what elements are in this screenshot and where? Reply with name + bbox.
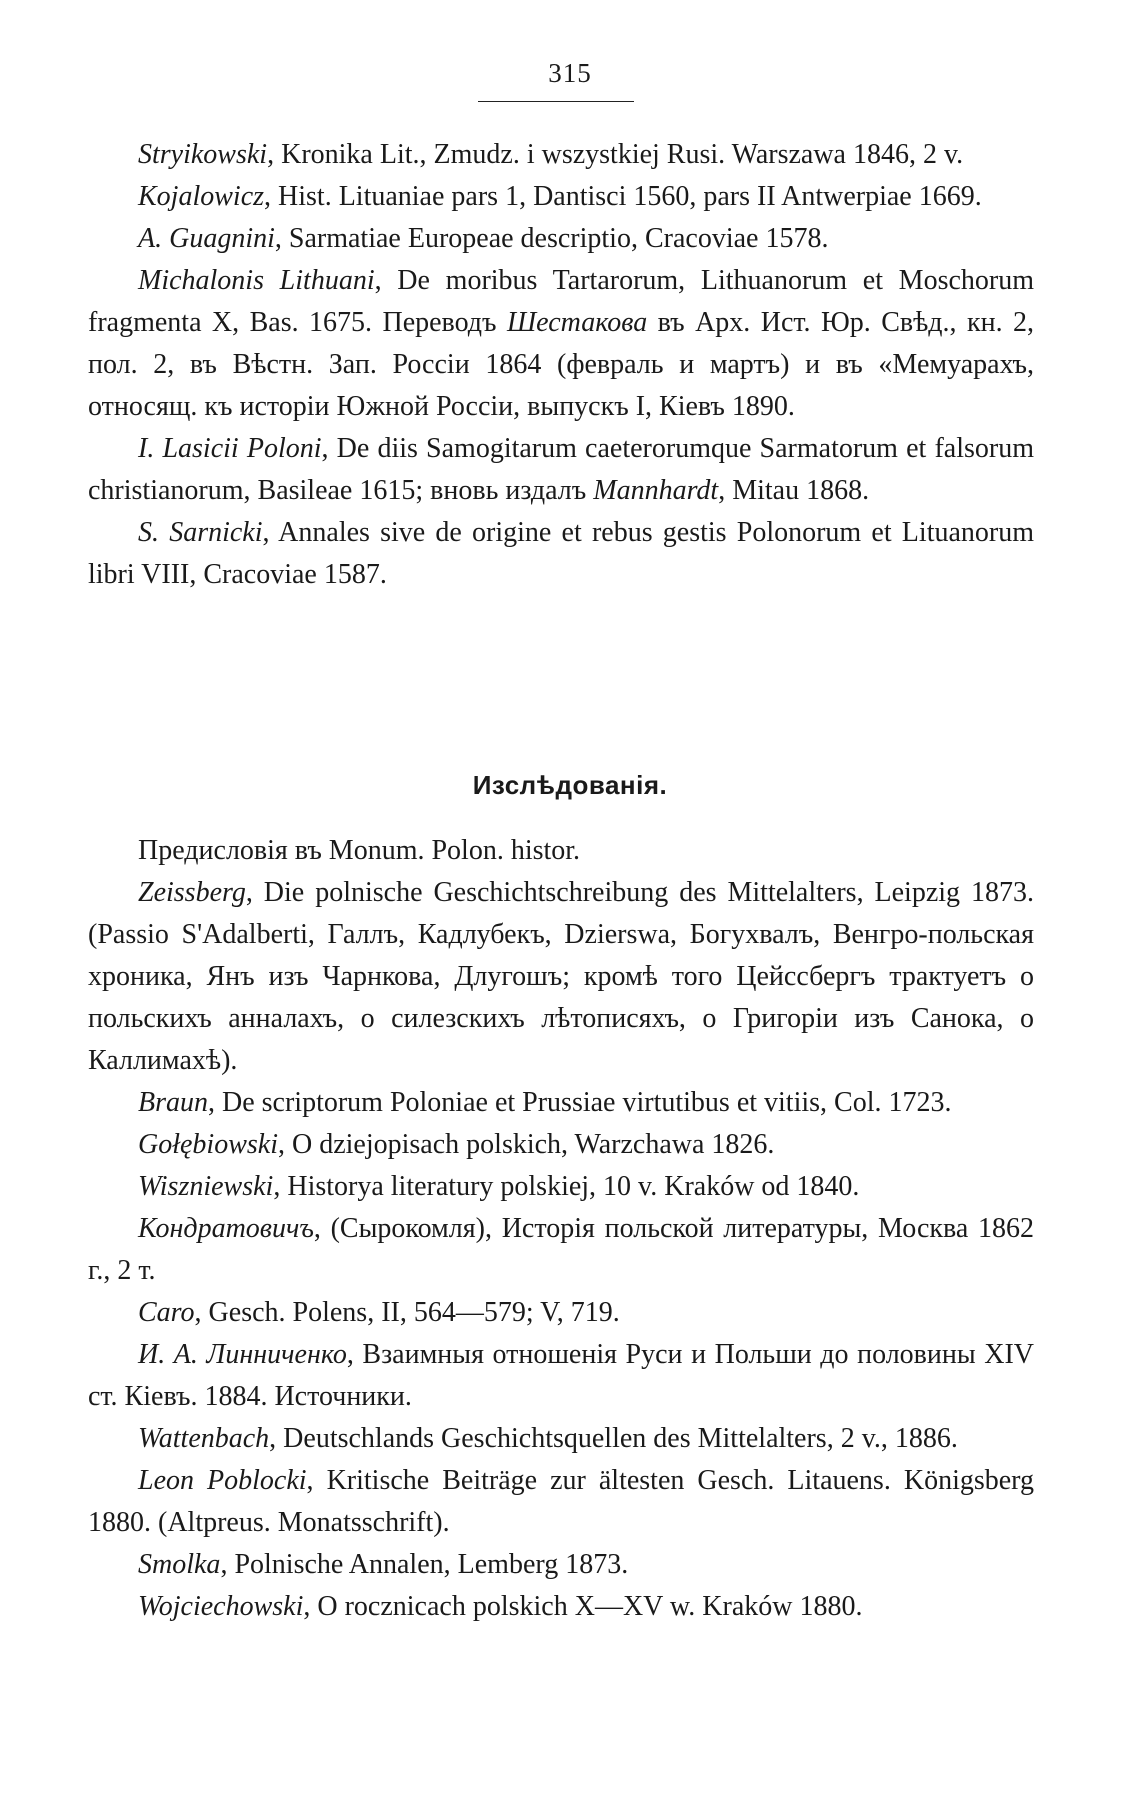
list-item: Zeissberg, Die polnische Geschichtschreibung des Mittelalters, Leipzig 1873. (Passio S'Adalberti, Галлъ, Кадлубекъ, Dzierswa, Богухвалъ, Венгро-польская хроника, Янъ изъ Чарнкова, Длугошъ; кромѣ того Цейссбергъ трактуетъ о польскихъ анналахъ, о силезскихъ лѣтописяхъ, о Григоріи изъ Санока, о Каллимахѣ). xyxy=(88,877,1034,1076)
list-item: Braun, De scriptorum Poloniae et Prussiae virtutibus et vitiis, Col. 1723. xyxy=(138,1087,952,1118)
list-item: Michalonis Lithuani, De moribus Tartarorum, Lithuanorum et Moschorum fragmenta X, Bas. 1675. Переводъ Шестакова въ Арх. Ист. Юр. Свѣд., кн. 2, пол. 2, въ Вѣстн. Зап. Россіи 1864 (февраль и мартъ) и въ «Мемуарахъ, относящ. къ исторіи Южной Россіи, выпускъ I, Кіевъ 1890. xyxy=(88,265,1035,422)
list-item: S. Sarnicki, Annales sive de origine et rebus gestis Polonorum et Lituanorum libri VIII, Cracoviae 1587. xyxy=(88,517,1035,590)
page-number: 315 xyxy=(548,58,592,88)
studies-list xyxy=(88,830,1034,1628)
list-item: И. А. Линниченко, Взаимныя отношенія Руси и Польши до половины XIV ст. Кіевъ. 1884. Источники. xyxy=(88,1339,1034,1412)
list-item: Stryikowski, Kronika Lit., Zmudz. i wszystkiej Rusi. Warszawa 1846, 2 v. xyxy=(138,139,964,170)
list-item: Предисловія въ Monum. Polon. histor. xyxy=(138,835,581,866)
list-item: Smolka, Polnische Annalen, Lemberg 1873. xyxy=(138,1549,629,1580)
list-item: Gołębiowski, O dziejopisach polskich, Warzchawa 1826. xyxy=(138,1129,775,1160)
page-number-rule xyxy=(478,101,634,102)
list-item: Wojciechowski, O rocznicach polskich X—XV w. Kraków 1880. xyxy=(138,1591,863,1622)
section-heading: Изслѣдованія. xyxy=(472,770,668,800)
list-item: Caro, Gesch. Polens, II, 564—579; V, 719. xyxy=(138,1297,620,1328)
sources-list xyxy=(88,134,1034,596)
list-item: A. Guagnini, Sarmatiae Europeae descriptio, Cracoviae 1578. xyxy=(138,223,829,254)
list-item: Wattenbach, Deutschlands Geschichtsquellen des Mittelalters, 2 v., 1886. xyxy=(138,1423,958,1454)
list-item: I. Lasicii Poloni, De diis Samogitarum caeterorumque Sarmatorum et falsorum christianorum, Basileae 1615; вновь издалъ Mannhardt, Mitau 1868. xyxy=(88,433,1034,506)
list-item: Кондратовичъ, (Сырокомля), Исторія польской литературы, Москва 1862 г., 2 т. xyxy=(88,1213,1034,1286)
list-item: Leon Poblocki, Kritische Beiträge zur ältesten Gesch. Litauens. Königsberg 1880. (Altpreus. Monatsschrift). xyxy=(88,1465,1034,1538)
list-item: Wiszniewski, Historya literatury polskiej, 10 v. Kraków od 1840. xyxy=(138,1171,860,1202)
list-item: Kojalowicz, Hist. Lituaniae pars 1, Dantisci 1560, pars II Antwerpiae 1669. xyxy=(138,181,982,212)
